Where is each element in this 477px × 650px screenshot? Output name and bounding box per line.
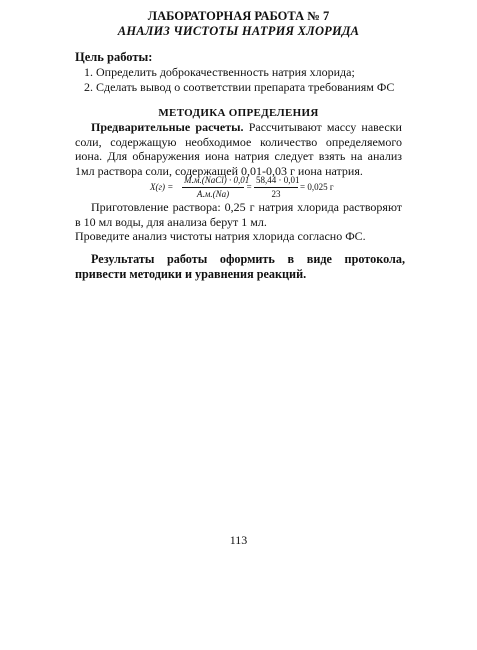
page-number: 113 [229, 533, 248, 547]
formula-lhs: X(г) = [150, 182, 174, 192]
goal-item: 2. Сделать вывод о соответствии препарата требованиям ФС [84, 80, 395, 94]
preliminary-calculations-text: Рассчитывают массу навески соли, содержащую необходимое количество определяемого иона. Для обнаружения иона натрия следует взять на анализ 1мл раствора соли, содержащей 0,01-0,03 г иона натрия. [75, 120, 402, 178]
analysis-instruction: Проведите анализ чистоты натрия хлорида согласно ФС. [75, 229, 366, 243]
formula-fraction-symbolic [182, 175, 250, 200]
goals-heading: Цель работы: [75, 50, 153, 64]
preliminary-calculations-lead: Предварительные расчеты. [91, 120, 244, 134]
method-heading: МЕТОДИКА ОПРЕДЕЛЕНИЯ [158, 107, 319, 119]
formula-result: = 0,025 г [300, 182, 334, 192]
results-instruction: Результаты работы оформить в виде протокола, привести методики и уравнения реакций. [75, 252, 405, 281]
formula-denominator: 23 [271, 189, 281, 199]
formula-numerator: 58,44 · 0,01 [256, 175, 300, 185]
solution-preparation-paragraph: Приготовление раствора: 0,25 г натрия хлорида растворяют в 10 мл воды, для анализа берут 1 мл. [75, 200, 402, 229]
formula-fraction-numeric [254, 175, 298, 200]
formula-denominator: А.м.(Na) [196, 189, 230, 199]
mass-formula [150, 174, 350, 202]
preliminary-calculations-paragraph [75, 120, 402, 178]
formula-equals: = [246, 182, 253, 192]
formula-numerator: М.м.(NaCl) · 0,01 [184, 175, 250, 185]
fraction-bar [254, 187, 298, 188]
lab-work-subtitle: АНАЛИЗ ЧИСТОТЫ НАТРИЯ ХЛОРИДА [117, 24, 360, 38]
goal-item: 1. Определить доброкачественность натрия хлорида; [84, 65, 355, 79]
fraction-bar [182, 187, 244, 188]
lab-work-title: ЛАБОРАТОРНАЯ РАБОТА № 7 [147, 9, 330, 23]
